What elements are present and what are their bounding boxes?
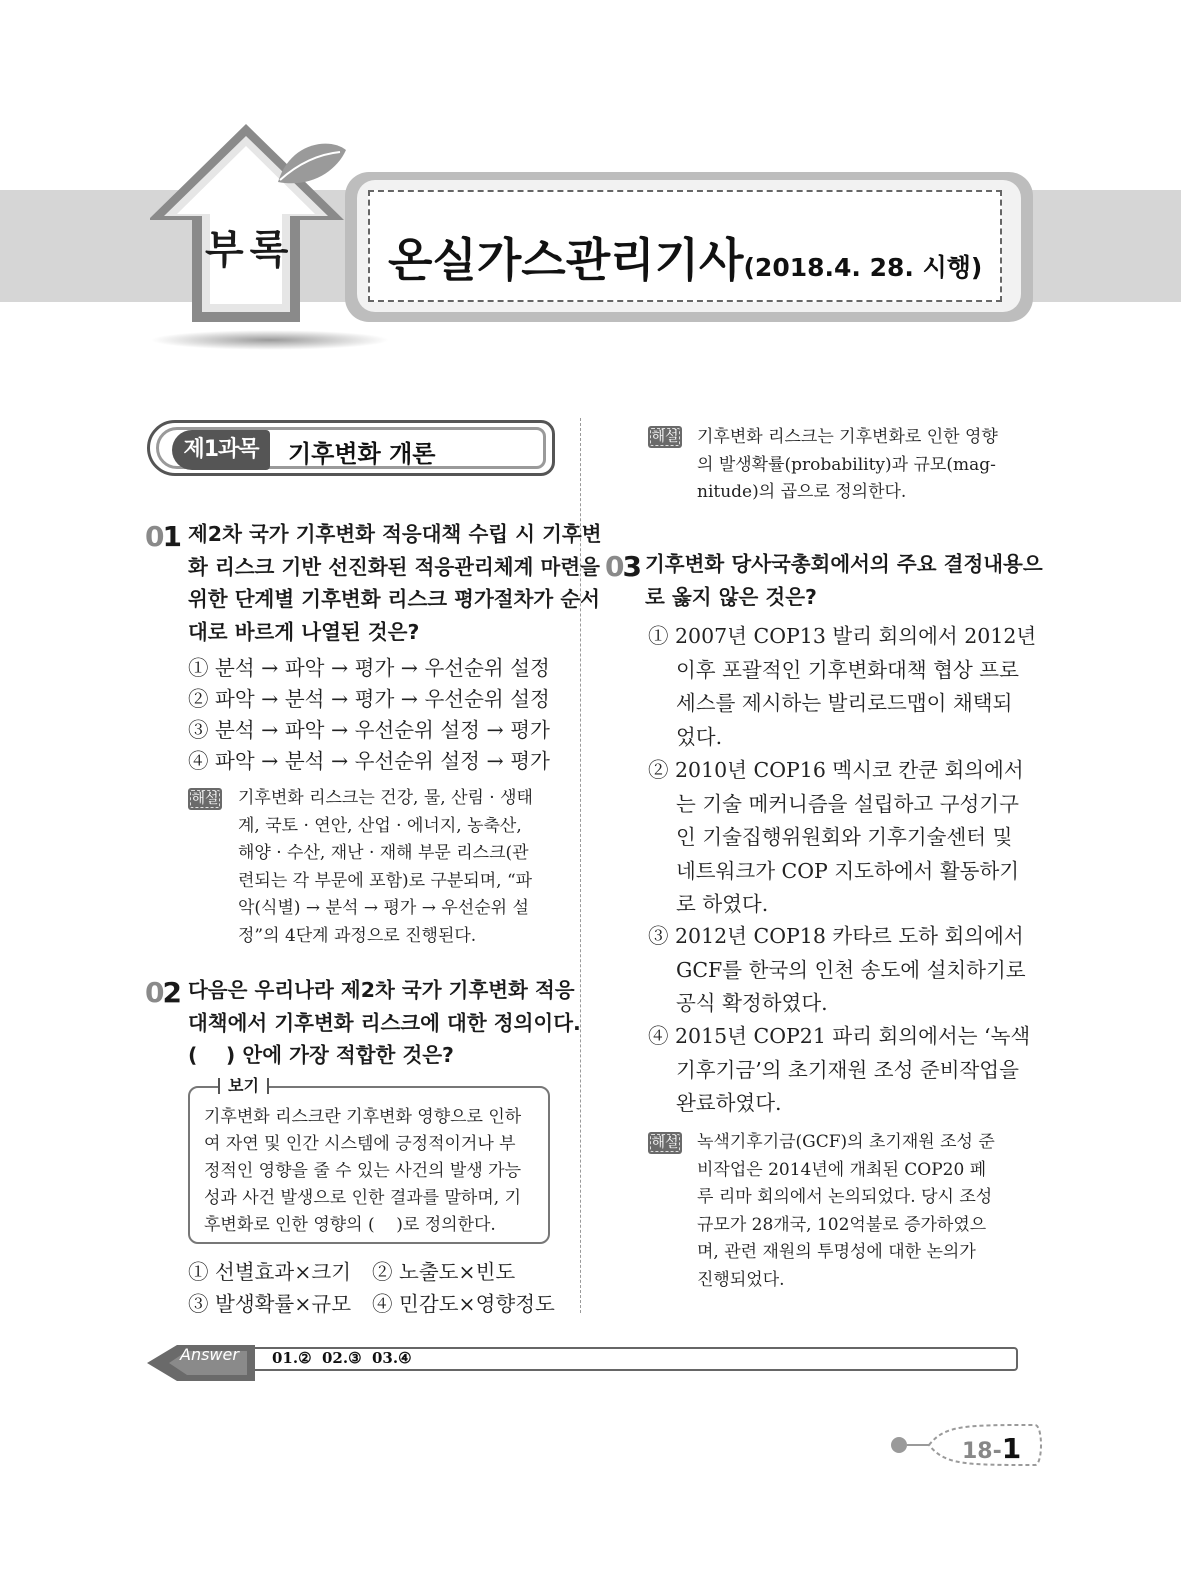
- explanation-line: 기후변화 리스크는 기후변화로 인한 영향: [697, 427, 998, 447]
- option-line: ② 2010년 COP16 멕시코 칸쿤 회의에서: [648, 758, 1024, 782]
- option-2[interactable]: ② 노출도×빈도: [372, 1260, 516, 1284]
- page-number: [962, 1432, 1021, 1465]
- question-number-digit: 2: [162, 976, 180, 1009]
- option-line: GCF를 한국의 인천 송도에 설치하기로: [676, 957, 1026, 982]
- question-line: 대로 바르게 나열된 것은?: [188, 619, 420, 644]
- explanation-badge: 해설: [188, 788, 222, 810]
- page-title: [388, 224, 982, 290]
- question-line: ( ) 안에 가장 적합한 것은?: [188, 1043, 454, 1067]
- option-line: 세스를 제시하는 발리로드맵이 채택되: [676, 691, 1013, 715]
- option-line: ④ 2015년 COP21 파리 회의에서는 ‘녹색: [648, 1024, 1031, 1048]
- option-1[interactable]: ① 분석 → 파악 → 평가 → 우선순위 설정: [188, 656, 550, 680]
- option-2[interactable]: [648, 754, 1024, 922]
- question-line: 대책에서 기후변화 리스크에 대한 정의이다.: [188, 1010, 581, 1035]
- question-number-1: [145, 520, 180, 553]
- question-number-2: [145, 976, 180, 1009]
- title-text: 온실가스관리기사: [388, 233, 744, 287]
- bogi-line: 여 자연 및 인간 시스템에 긍정적이거나 부: [204, 1134, 516, 1154]
- explanation-line: 련되는 각 부문에 포함)로 구분되며, “파: [238, 870, 533, 891]
- question-number-3: [605, 550, 640, 583]
- explanation-2: [697, 424, 1017, 507]
- question-number-prefix: 0: [605, 550, 623, 583]
- explanation-line: 녹색기후기금(GCF)의 초기재원 조성 준: [697, 1132, 995, 1152]
- appendix-label: 부록: [205, 227, 295, 273]
- leaf-icon: [278, 144, 346, 184]
- option-4[interactable]: ④ 민감도×영향정도: [372, 1292, 555, 1316]
- option-line: 기후기금’의 초기재원 조성 준비작업을: [676, 1057, 1019, 1082]
- option-line: 공식 확정하였다.: [676, 991, 828, 1015]
- explanation-line: 루 리마 회의에서 논의되었다. 당시 조성: [697, 1187, 993, 1207]
- question-3-text: [645, 548, 1043, 613]
- explanation-line: 기후변화 리스크는 건강, 물, 산림 · 생태: [238, 788, 533, 808]
- explanation-badge: 해설: [648, 426, 682, 448]
- option-line: 이후 포괄적인 기후변화대책 협상 프로: [676, 657, 1019, 682]
- option-2[interactable]: ② 파악 → 분석 → 평가 → 우선순위 설정: [188, 687, 550, 711]
- subject-name: 기후변화 개론: [288, 440, 436, 468]
- question-line: 위한 단계별 기후변화 리스크 평가절차가 순서: [188, 587, 600, 611]
- option-line: 완료하였다.: [676, 1091, 782, 1115]
- answer-text: 01.② 02.③ 03.④: [272, 1349, 412, 1367]
- bogi-line: 기후변화 리스크란 기후변화 영향으로 인하: [204, 1107, 522, 1127]
- option-1[interactable]: ① 선별효과×크기: [188, 1260, 352, 1284]
- explanation-line: nitude)의 곱으로 정의한다.: [697, 482, 907, 502]
- explanation-line: 의 발생확률(probability)과 규모(mag-: [697, 454, 996, 475]
- option-line: ③ 2012년 COP18 카타르 도하 회의에서: [648, 924, 1024, 948]
- option-4[interactable]: [648, 1020, 1030, 1121]
- subject-badge: 제1과목: [172, 430, 270, 470]
- explanation-1: [238, 785, 556, 950]
- bogi-line: 후변화로 인한 영향의 ( )로 정의한다.: [204, 1215, 496, 1235]
- answer-label: Answer: [180, 1345, 239, 1364]
- explanation-line: 계, 국토 · 연안, 산업 · 에너지, 농축산,: [238, 815, 522, 836]
- question-line: 다음은 우리나라 제2차 국가 기후변화 적응: [188, 978, 575, 1002]
- question-1-text: [188, 518, 602, 648]
- bogi-label: 보기: [218, 1076, 269, 1096]
- explanation-line: 해양 · 수산, 재난 · 재해 부문 리스크(관: [238, 843, 529, 863]
- option-line: ① 2007년 COP13 발리 회의에서 2012년: [648, 624, 1037, 648]
- question-line: 로 옳지 않은 것은?: [645, 584, 817, 609]
- option-line: 었다.: [676, 724, 723, 749]
- explanation-line: 진행되었다.: [697, 1269, 785, 1290]
- exam-date: (2018.4. 28. 시행): [743, 253, 983, 282]
- question-number-prefix: 0: [145, 520, 163, 553]
- explanation-line: 정”의 4단계 과정으로 진행된다.: [238, 925, 477, 946]
- explanation-line: 규모가 28개국, 102억불로 증가하였으: [697, 1214, 987, 1235]
- option-3[interactable]: ③ 발생확률×규모: [188, 1292, 352, 1316]
- question-number-digit: 1: [162, 520, 180, 553]
- option-1[interactable]: [648, 620, 1036, 754]
- bogi-text: [204, 1104, 536, 1239]
- option-line: 는 기술 메커니즘을 설립하고 구성기구: [676, 791, 1019, 816]
- option-line: 인 기술집행위원회와 기후기술센터 및: [676, 825, 1013, 849]
- question-line: 화 리스크 기반 선진화된 적응관리체계 마련을: [188, 554, 600, 579]
- page-section: 18-: [962, 1439, 1002, 1464]
- question-line: 기후변화 당사국총회에서의 주요 결정내용으: [645, 552, 1043, 576]
- explanation-3: [697, 1129, 1017, 1294]
- explanation-line: 비작업은 2014년에 개최된 COP20 페: [697, 1159, 987, 1180]
- bogi-line: 정적인 영향을 줄 수 있는 사건의 발생 가능: [204, 1161, 522, 1181]
- option-3[interactable]: [648, 920, 1026, 1021]
- option-line: 네트워크가 COP 지도하에서 활동하기: [676, 858, 1020, 883]
- question-line: 제2차 국가 기후변화 적응대책 수립 시 기후변: [188, 522, 602, 546]
- page-digit: 1: [1001, 1432, 1022, 1465]
- bogi-line: 성과 사건 발생으로 인한 결과를 말하며, 기: [204, 1188, 522, 1208]
- explanation-line: 악(식별) → 분석 → 평가 → 우선순위 설: [238, 898, 529, 918]
- explanation-line: 며, 관련 재원의 투명성에 대한 논의가: [697, 1242, 976, 1262]
- option-3[interactable]: ③ 분석 → 파악 → 우선순위 설정 → 평가: [188, 718, 550, 742]
- option-4[interactable]: ④ 파악 → 분석 → 우선순위 설정 → 평가: [188, 749, 550, 773]
- explanation-badge: 해설: [648, 1132, 682, 1154]
- question-number-digit: 3: [622, 550, 640, 583]
- question-number-prefix: 0: [145, 976, 163, 1009]
- option-line: 로 하였다.: [676, 892, 769, 916]
- question-2-text: [188, 974, 581, 1072]
